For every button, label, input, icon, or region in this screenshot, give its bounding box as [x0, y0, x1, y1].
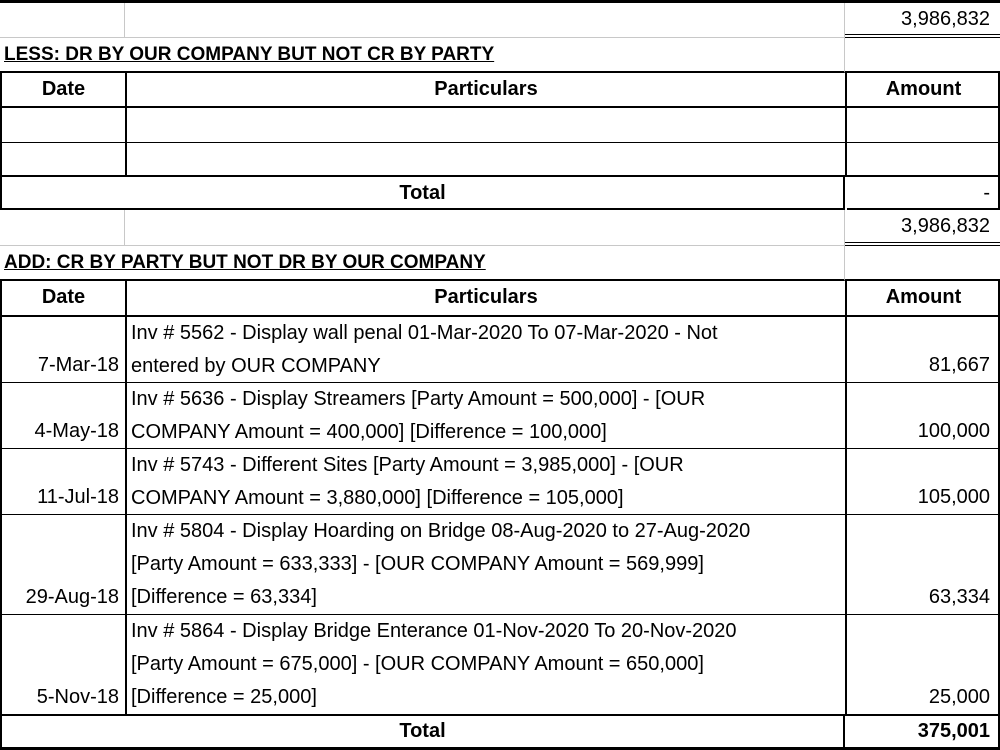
date-cell[interactable] [2, 108, 127, 143]
particulars-cell[interactable]: Inv # 5636 - Display Streamers [Party Amount = 500,000] - [OUR COMPANY Amount = 400,000] [Difference = 100,000] [127, 383, 847, 449]
table-row [0, 143, 1000, 177]
particulars-cell[interactable]: Inv # 5864 - Display Bridge Enterance 01-Nov-2020 To 20-Nov-2020 [Party Amount = 675,000] - [OUR COMPANY Amount = 650,000] [Difference = 25,000] [127, 615, 847, 716]
particulars-cell[interactable]: Inv # 5804 - Display Hoarding on Bridge 08-Aug-2020 to 27-Aug-2020 [Party Amount = 633,333] - [OUR COMPANY Amount = 569,999] [Difference = 63,334] [127, 515, 847, 615]
amount-header[interactable]: Amount [847, 281, 1000, 317]
amount-cell[interactable] [847, 449, 1000, 515]
table-row [0, 317, 1000, 383]
subtotal-row [0, 210, 1000, 246]
empty-cell[interactable] [845, 246, 1000, 281]
amount-text: 81,667 [928, 354, 990, 376]
add-heading-row [0, 246, 1000, 281]
date-header[interactable]: Date [2, 73, 127, 108]
table-row [0, 615, 1000, 716]
date-cell[interactable] [2, 615, 127, 716]
less-total-label[interactable]: Total [2, 177, 845, 210]
add-total-row [0, 716, 1000, 750]
amount-cell[interactable] [847, 108, 1000, 143]
particulars-header[interactable]: Particulars [127, 281, 847, 317]
particulars-cell[interactable]: Inv # 5562 - Display wall penal 01-Mar-2020 To 07-Mar-2020 - Not entered by OUR COMPANY [127, 317, 847, 383]
date-cell[interactable] [2, 143, 127, 177]
amount-cell[interactable] [847, 143, 1000, 177]
amount-cell[interactable] [847, 615, 1000, 716]
add-total-label[interactable]: Total [2, 716, 845, 747]
date-cell[interactable] [2, 449, 127, 515]
amount-cell[interactable] [847, 383, 1000, 449]
amount-text: 105,000 [917, 486, 990, 508]
amount-text: 25,000 [928, 686, 990, 708]
less-total-row [0, 177, 1000, 210]
date-text: 29-Aug-18 [25, 586, 119, 608]
empty-cell[interactable] [0, 3, 125, 38]
date-text: 5-Nov-18 [36, 686, 119, 708]
date-text: 7-Mar-18 [37, 354, 119, 376]
opening-balance-row [0, 3, 1000, 38]
amount-text: 100,000 [917, 420, 990, 442]
date-text: 4-May-18 [34, 420, 119, 442]
less-section-heading[interactable]: LESS: DR BY OUR COMPANY BUT NOT CR BY PARTY [0, 38, 845, 73]
empty-cell[interactable] [125, 210, 845, 246]
table-row [0, 108, 1000, 143]
date-text: 11-Jul-18 [37, 486, 119, 508]
table-row [0, 383, 1000, 449]
add-section-heading[interactable]: ADD: CR BY PARTY BUT NOT DR BY OUR COMPANY [0, 246, 845, 281]
add-header-row [0, 281, 1000, 317]
date-cell[interactable] [2, 317, 127, 383]
date-cell[interactable] [2, 383, 127, 449]
particulars-header[interactable]: Particulars [127, 73, 847, 108]
table-row [0, 449, 1000, 515]
less-header-row [0, 73, 1000, 108]
empty-cell[interactable] [125, 3, 845, 38]
less-total-value[interactable]: - [847, 177, 1000, 210]
amount-cell[interactable] [847, 317, 1000, 383]
amount-cell[interactable] [847, 515, 1000, 615]
add-total-value[interactable]: 375,001 [917, 720, 990, 742]
particulars-cell[interactable] [127, 108, 847, 143]
empty-cell[interactable] [0, 210, 125, 246]
date-cell[interactable] [2, 515, 127, 615]
empty-cell[interactable] [845, 38, 1000, 73]
particulars-cell[interactable] [127, 143, 847, 177]
date-header[interactable]: Date [2, 281, 127, 317]
particulars-cell[interactable]: Inv # 5743 - Different Sites [Party Amount = 3,985,000] - [OUR COMPANY Amount = 3,880,000] [Difference = 105,000] [127, 449, 847, 515]
subtotal-value[interactable]: 3,986,832 [845, 210, 1000, 246]
opening-balance-value[interactable]: 3,986,832 [845, 3, 1000, 38]
amount-header[interactable]: Amount [847, 73, 1000, 108]
less-heading-row [0, 38, 1000, 73]
table-row [0, 515, 1000, 615]
amount-text: 63,334 [928, 586, 990, 608]
